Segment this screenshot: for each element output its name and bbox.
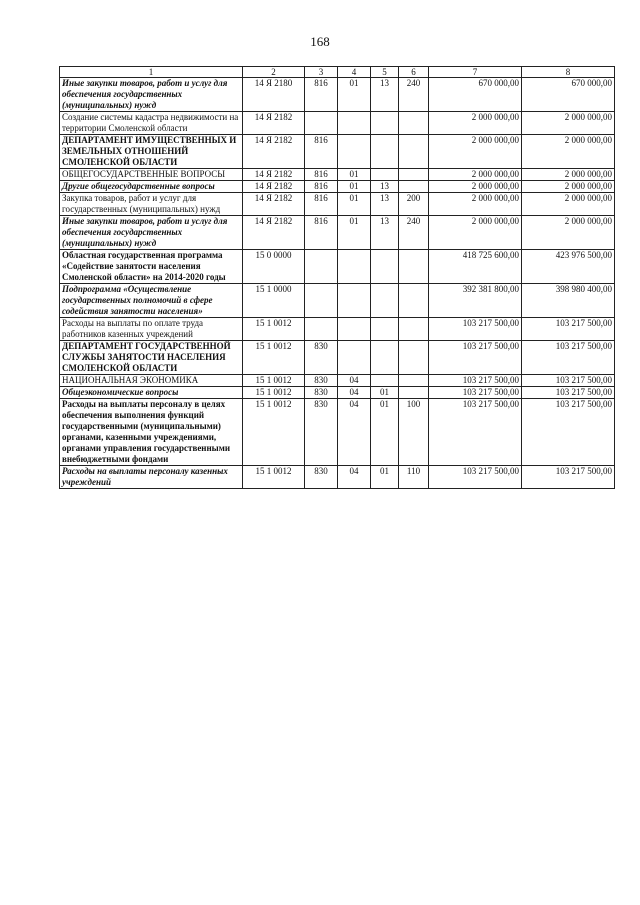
- section-code: [338, 250, 371, 284]
- section-code: [338, 284, 371, 318]
- section-code: [338, 135, 371, 169]
- table-row: [60, 169, 615, 181]
- target-code: 14 Я 2182: [243, 169, 305, 181]
- section-code: 01: [338, 169, 371, 181]
- amount-year-1: 2 000 000,00: [429, 135, 522, 169]
- budget-table: [59, 66, 615, 489]
- expense-type-code: 240: [399, 78, 429, 112]
- col-header: 8: [522, 67, 615, 78]
- amount-year-1: 103 217 500,00: [429, 399, 522, 466]
- target-code: 15 1 0012: [243, 466, 305, 489]
- row-name: Подпрограмма «Осуществление государственных полномочий в сфере содействия занятости населения»: [60, 284, 243, 318]
- subsection-code: [371, 341, 399, 375]
- col-header: 1: [60, 67, 243, 78]
- subsection-code: [371, 112, 399, 135]
- admin-code: [305, 112, 338, 135]
- section-code: 01: [338, 216, 371, 250]
- section-code: 04: [338, 399, 371, 466]
- expense-type-code: 240: [399, 216, 429, 250]
- row-name: Расходы на выплаты персоналу в целях обеспечения выполнения функций государственными (муниципальными) органами, казенными учреждениями, органами управления государственными внебюджетными фондами: [60, 399, 243, 466]
- row-name: Закупка товаров, работ и услуг для государственных (муниципальных) нужд: [60, 193, 243, 216]
- subsection-code: [371, 135, 399, 169]
- target-code: 14 Я 2182: [243, 181, 305, 193]
- row-name: Иные закупки товаров, работ и услуг для обеспечения государственных (муниципальных) нужд: [60, 78, 243, 112]
- admin-code: 816: [305, 193, 338, 216]
- section-code: [338, 318, 371, 341]
- target-code: 15 0 0000: [243, 250, 305, 284]
- admin-code: [305, 250, 338, 284]
- amount-year-1: 103 217 500,00: [429, 318, 522, 341]
- target-code: 14 Я 2182: [243, 135, 305, 169]
- subsection-code: 01: [371, 466, 399, 489]
- amount-year-1: 670 000,00: [429, 78, 522, 112]
- amount-year-2: 423 976 500,00: [522, 250, 615, 284]
- subsection-code: 13: [371, 78, 399, 112]
- amount-year-2: 2 000 000,00: [522, 169, 615, 181]
- row-name: Создание системы кадастра недвижимости на территории Смоленской области: [60, 112, 243, 135]
- row-name: Общеэкономические вопросы: [60, 387, 243, 399]
- amount-year-2: 103 217 500,00: [522, 318, 615, 341]
- col-header: 5: [371, 67, 399, 78]
- amount-year-2: 398 980 400,00: [522, 284, 615, 318]
- table-row: [60, 135, 615, 169]
- section-code: 01: [338, 181, 371, 193]
- table-row: [60, 78, 615, 112]
- amount-year-1: 418 725 600,00: [429, 250, 522, 284]
- target-code: 15 1 0012: [243, 387, 305, 399]
- amount-year-2: 2 000 000,00: [522, 216, 615, 250]
- amount-year-1: 2 000 000,00: [429, 181, 522, 193]
- table-row: [60, 250, 615, 284]
- subsection-code: 13: [371, 193, 399, 216]
- expense-type-code: [399, 135, 429, 169]
- admin-code: 816: [305, 181, 338, 193]
- subsection-code: [371, 169, 399, 181]
- subsection-code: [371, 375, 399, 387]
- amount-year-1: 392 381 800,00: [429, 284, 522, 318]
- row-name: Иные закупки товаров, работ и услуг для обеспечения государственных (муниципальных) нужд: [60, 216, 243, 250]
- table-row: [60, 399, 615, 466]
- row-name: Расходы на выплаты персоналу казенных учреждений: [60, 466, 243, 489]
- row-name: Областная государственная программа «Содействие занятости населения Смоленской области» на 2014-2020 годы: [60, 250, 243, 284]
- table-row: [60, 466, 615, 489]
- admin-code: 816: [305, 216, 338, 250]
- amount-year-2: 2 000 000,00: [522, 112, 615, 135]
- table-row: [60, 284, 615, 318]
- subsection-code: 01: [371, 399, 399, 466]
- amount-year-1: 103 217 500,00: [429, 466, 522, 489]
- amount-year-2: 670 000,00: [522, 78, 615, 112]
- row-name: ОБЩЕГОСУДАРСТВЕННЫЕ ВОПРОСЫ: [60, 169, 243, 181]
- section-code: 04: [338, 466, 371, 489]
- admin-code: [305, 284, 338, 318]
- target-code: 14 Я 2180: [243, 78, 305, 112]
- amount-year-2: 2 000 000,00: [522, 193, 615, 216]
- subsection-code: 01: [371, 387, 399, 399]
- subsection-code: 13: [371, 181, 399, 193]
- amount-year-1: 103 217 500,00: [429, 341, 522, 375]
- table-row: [60, 341, 615, 375]
- amount-year-2: 103 217 500,00: [522, 387, 615, 399]
- amount-year-2: 103 217 500,00: [522, 399, 615, 466]
- target-code: 15 1 0012: [243, 375, 305, 387]
- table-row: [60, 318, 615, 341]
- admin-code: 830: [305, 466, 338, 489]
- section-code: 01: [338, 78, 371, 112]
- amount-year-2: 103 217 500,00: [522, 375, 615, 387]
- amount-year-1: 103 217 500,00: [429, 375, 522, 387]
- subsection-code: [371, 250, 399, 284]
- expense-type-code: [399, 387, 429, 399]
- amount-year-1: 2 000 000,00: [429, 193, 522, 216]
- row-name: НАЦИОНАЛЬНАЯ ЭКОНОМИКА: [60, 375, 243, 387]
- expense-type-code: [399, 375, 429, 387]
- page-number: 168: [310, 34, 330, 49]
- admin-code: 816: [305, 135, 338, 169]
- expense-type-code: [399, 250, 429, 284]
- section-code: [338, 112, 371, 135]
- table-row: [60, 216, 615, 250]
- table-row: [60, 375, 615, 387]
- table-row: [60, 112, 615, 135]
- admin-code: 830: [305, 375, 338, 387]
- admin-code: 816: [305, 169, 338, 181]
- row-name: ДЕПАРТАМЕНТ ИМУЩЕСТВЕННЫХ И ЗЕМЕЛЬНЫХ ОТНОШЕНИЙ СМОЛЕНСКОЙ ОБЛАСТИ: [60, 135, 243, 169]
- col-header: 3: [305, 67, 338, 78]
- amount-year-2: 103 217 500,00: [522, 466, 615, 489]
- amount-year-1: 2 000 000,00: [429, 216, 522, 250]
- expense-type-code: 110: [399, 466, 429, 489]
- admin-code: 830: [305, 387, 338, 399]
- admin-code: 830: [305, 341, 338, 375]
- table-row: [60, 193, 615, 216]
- table-row: [60, 387, 615, 399]
- row-name: Расходы на выплаты по оплате труда работников казенных учреждений: [60, 318, 243, 341]
- target-code: 14 Я 2182: [243, 112, 305, 135]
- section-code: 01: [338, 193, 371, 216]
- target-code: 14 Я 2182: [243, 216, 305, 250]
- amount-year-1: 2 000 000,00: [429, 169, 522, 181]
- target-code: 15 1 0012: [243, 318, 305, 341]
- row-name: ДЕПАРТАМЕНТ ГОСУДАРСТВЕННОЙ СЛУЖБЫ ЗАНЯТОСТИ НАСЕЛЕНИЯ СМОЛЕНСКОЙ ОБЛАСТИ: [60, 341, 243, 375]
- admin-code: 816: [305, 78, 338, 112]
- col-header: 7: [429, 67, 522, 78]
- target-code: 15 1 0012: [243, 341, 305, 375]
- expense-type-code: [399, 112, 429, 135]
- col-header: 4: [338, 67, 371, 78]
- expense-type-code: 200: [399, 193, 429, 216]
- subsection-code: 13: [371, 216, 399, 250]
- target-code: 15 1 0012: [243, 399, 305, 466]
- expense-type-code: [399, 341, 429, 375]
- table-row: [60, 181, 615, 193]
- row-name: Другие общегосударственные вопросы: [60, 181, 243, 193]
- table-header-row: [60, 67, 615, 78]
- subsection-code: [371, 318, 399, 341]
- amount-year-2: 2 000 000,00: [522, 181, 615, 193]
- subsection-code: [371, 284, 399, 318]
- amount-year-2: 2 000 000,00: [522, 135, 615, 169]
- target-code: 15 1 0000: [243, 284, 305, 318]
- expense-type-code: [399, 181, 429, 193]
- section-code: 04: [338, 375, 371, 387]
- section-code: 04: [338, 387, 371, 399]
- section-code: [338, 341, 371, 375]
- col-header: 6: [399, 67, 429, 78]
- amount-year-1: 103 217 500,00: [429, 387, 522, 399]
- expense-type-code: 100: [399, 399, 429, 466]
- col-header: 2: [243, 67, 305, 78]
- amount-year-1: 2 000 000,00: [429, 112, 522, 135]
- admin-code: [305, 318, 338, 341]
- target-code: 14 Я 2182: [243, 193, 305, 216]
- expense-type-code: [399, 169, 429, 181]
- amount-year-2: 103 217 500,00: [522, 341, 615, 375]
- expense-type-code: [399, 318, 429, 341]
- expense-type-code: [399, 284, 429, 318]
- admin-code: 830: [305, 399, 338, 466]
